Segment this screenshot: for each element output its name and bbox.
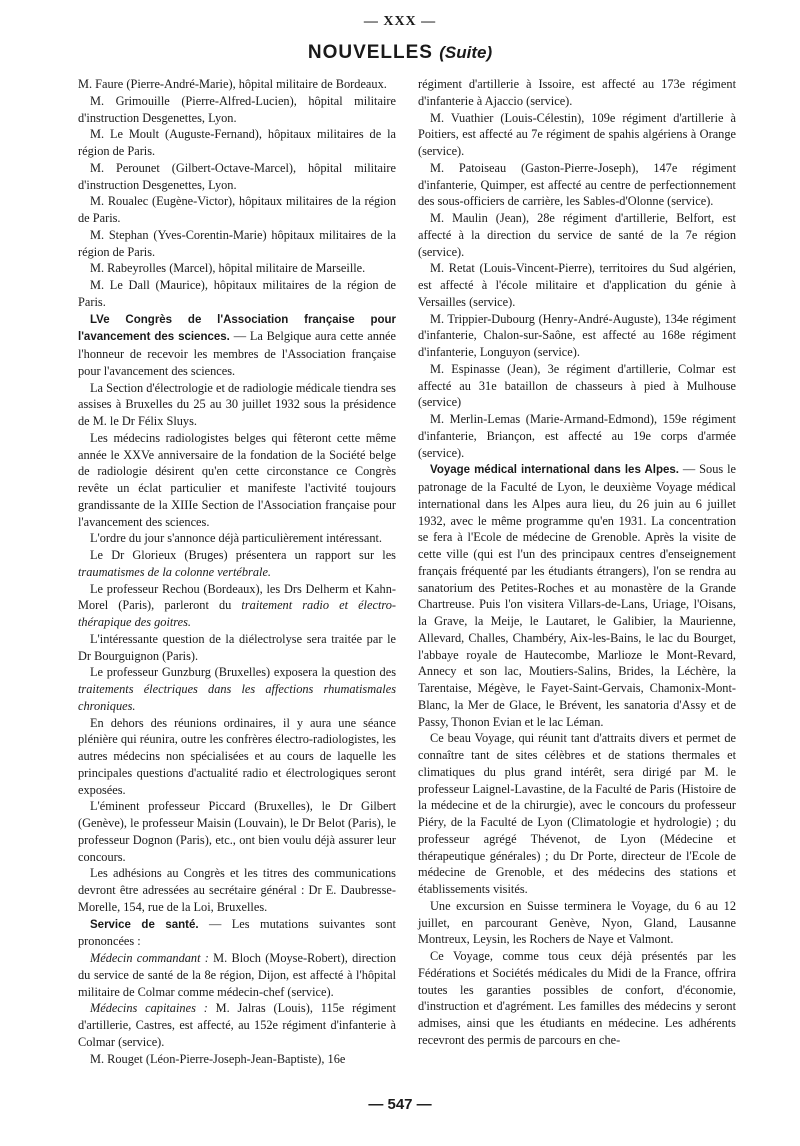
paragraph-text: L'ordre du jour s'annonce déjà particulièrement intéressant. <box>90 531 383 546</box>
paragraph <box>418 898 736 948</box>
paragraph-text: M. Stephan (Yves-Corentin-Marie) hôpitaux militaires de la région de Paris. <box>78 227 396 259</box>
paragraph-text: La Section d'électrologie et de radiologie médicale tiendra ses assises à Bruxelles du 25 au 30 juillet 1932 sous la présidence de M. le Dr Félix Sluys. <box>78 380 396 428</box>
paragraph <box>78 530 396 547</box>
left-column <box>78 76 396 1067</box>
paragraph <box>78 916 396 951</box>
section-heading <box>0 42 800 64</box>
paragraph-text: L'intéressante question de la diélectrolyse sera traitée par le Dr Bourguignon (Paris). <box>78 631 396 663</box>
paragraph <box>78 93 396 127</box>
paragraph-text: M. Rouget (Léon-Pierre-Joseph-Jean-Baptiste), 16e <box>90 1051 346 1066</box>
paragraph-heading: LVe Congrès de l'Association française pour l'avancement des sciences. <box>78 313 396 344</box>
paragraph-italic-lead: Médecins capitaines : <box>90 1001 208 1016</box>
paragraph-text: En dehors des réunions ordinaires, il y aura une séance plénière qui réunira, outre les confrères électro-radiologistes, les autres médecins non spécialisées et au cours de laquelle les principales questions d'actualité radio et électrologiques seront exposées. <box>78 715 396 797</box>
paragraph <box>78 311 396 380</box>
paragraph <box>78 631 396 665</box>
paragraph-text: régiment d'artillerie à Issoire, est affecté au 173e régiment d'infanterie à Ajaccio (service). <box>418 77 736 108</box>
paragraph <box>418 210 736 260</box>
paragraph-text: Une excursion en Suisse terminera le Voyage, du 6 au 12 juillet, en parcourant Genève, Nyon, Gland, Lausanne Montreux, Leysin, les Rochers de Naye et Valmont. <box>418 898 736 947</box>
paragraph-text: M. Jalras (Louis), 115e régiment d'artillerie, Castres, est affecté, au 152e régiment d'infanterie à Colmar (service). <box>78 1001 396 1049</box>
paragraph-text: M. Perounet (Gilbert-Octave-Marcel), hôpital militaire d'instruction Desgenettes, Lyon. <box>78 160 396 192</box>
paragraph <box>418 110 736 160</box>
paragraph-text: M. Retat (Louis-Vincent-Pierre), territoires du Sud algérien, est affecté à l'école militaire et d'application du génie à Versailles (service). <box>418 261 736 309</box>
paragraph <box>78 160 396 194</box>
paragraph <box>418 311 736 361</box>
page-number: — 547 — <box>368 1096 432 1113</box>
paragraph <box>78 126 396 160</box>
paragraph-text: M. Faure (Pierre-André-Marie), hôpital militaire de Bordeaux. <box>78 77 387 91</box>
paragraph-text: — La Belgique aura cette année l'honneur de recevoir les membres de l'Association française pour l'avancement des sciences. <box>78 329 397 378</box>
paragraph-text: M. Le Dall (Maurice), hôpitaux militaires de la région de Paris. <box>78 278 396 309</box>
paragraph-text: M. Rabeyrolles (Marcel), hôpital militaire de Marseille. <box>90 261 366 276</box>
paragraph <box>78 1051 396 1068</box>
paragraph-italic-lead: Médecin commandant : <box>90 951 209 965</box>
paragraph-text: Ce beau Voyage, qui réunit tant d'attraits divers et permet de connaître tant de sites célèbres et de stations thermales et climatiques du plus grand intérêt, sera dirigé par M. le professeur Laignel-Lavastine, de la Faculté de Paris (Histoire de la médecine et de la chirurgie), avec le concours du professeur Piéry, de la Faculté de Lyon (Climatologie et hydrologie) ; du professeur agrégé Thévenot, de Lyon (Médecine et thérapeutique générales) ; du Dr Porte, directeur de l'Ecole de médecine de Grenoble, et des médecins des stations et établissements visités. <box>418 731 736 896</box>
paragraph <box>78 277 396 311</box>
section-title: NOUVELLES <box>307 42 433 63</box>
paragraph <box>418 76 736 110</box>
paragraph <box>78 581 396 631</box>
paragraph <box>78 193 396 227</box>
right-column <box>418 76 736 1049</box>
paragraph-text: M. Espinasse (Jean), 3e régiment d'artillerie, Colmar est affecté au 31e bataillon de chasseurs à pied à Mulhouse (service) <box>418 361 736 410</box>
paragraph <box>418 730 736 898</box>
paragraph-text: M. Bloch (Moyse-Robert), direction du service de santé de la 8e région, Dijon, est affecté à l'hôpital militaire de Colmar comme médecin-chef (service). <box>78 951 396 999</box>
paragraph-text: Ce Voyage, comme tous ceux déjà présentés par les Fédérations et Sociétés médicales du Midi de la France, offrira toutes les garanties possibles de confort, d'économie, d'instruction et d'agrément. Les familles des médecins y seront admises, ainsi que les étudiants en médecine. Les adhérents recevront des permis de parcours en che- <box>418 949 736 1047</box>
paragraph-text: M. Le Moult (Auguste-Fernand), hôpitaux militaires de la région de Paris. <box>78 127 396 158</box>
paragraph-text: Le professeur Rechou (Bordeaux), les Drs Delherm et Kahn-Morel (Paris), parleront du <box>78 581 396 613</box>
paragraph <box>78 430 396 531</box>
paragraph-heading: Service de santé. <box>90 918 199 931</box>
paragraph <box>418 361 736 411</box>
paragraph-text: L'éminent professeur Piccard (Bruxelles), le Dr Gilbert (Genève), le professeur Maisin (Louvain), le Dr Belot (Paris), le professeur Dognon (Paris), etc., ont bien voulu déjà assurer leur concours. <box>78 799 396 864</box>
paragraph-text: M. Trippier-Dubourg (Henry-André-Auguste), 134e régiment d'infanterie, Chalon-sur-Saône, est affecté au 168e régiment d'infanterie, Longuyon (service). <box>418 311 736 359</box>
paragraph-text: M. Patoiseau (Gaston-Pierre-Joseph), 147e régiment d'infanterie, Quimper, est affecté au centre de perfectionnement des sous-officiers de carrière, les Sables-d'Olonne (service). <box>418 160 736 209</box>
paragraph-text: Le Dr Glorieux (Bruges) présentera un rapport sur les <box>90 548 396 562</box>
paragraph-italic: traitement radio et électro-thérapique des goitres. <box>78 598 397 629</box>
paragraph <box>78 76 396 93</box>
paragraph <box>78 1000 396 1050</box>
paragraph <box>78 715 396 799</box>
paragraph-text: M. Merlin-Lemas (Marie-Armand-Edmond), 159e régiment d'infanterie, Briançon, est affecté au 19e corps d'armée (service). <box>418 412 736 460</box>
paragraph-text: Le professeur Gunzburg (Bruxelles) exposera la question des <box>90 665 396 680</box>
paragraph <box>78 865 396 915</box>
paragraph <box>418 260 736 310</box>
paragraph-italic: traitements électriques dans les affections rhumatismales chroniques. <box>78 682 396 713</box>
paragraph <box>418 160 736 210</box>
paragraph-heading: Voyage médical international dans les Alpes. <box>430 464 679 477</box>
section-title-suffix: (Suite) <box>439 43 493 62</box>
paragraph <box>78 260 396 277</box>
paragraph <box>418 948 736 1049</box>
paragraph <box>78 547 396 581</box>
paragraph-text: Les adhésions au Congrès et les titres des communications devront être adressées au secrétaire général : Dr E. Daubresse-Morelle, 154, rue de la Loi, Bruxelles. <box>78 866 396 914</box>
paragraph-text: M. Maulin (Jean), 28e régiment d'artillerie, Belfort, est affecté à la direction du service de santé de la 7e région (service). <box>418 211 736 259</box>
paragraph-text: M. Roualec (Eugène-Victor), hôpitaux militaires de la région de Paris. <box>78 194 396 225</box>
paragraph <box>78 798 396 865</box>
paragraph <box>418 461 736 730</box>
paragraph <box>78 950 396 1000</box>
paragraph-italic: traumatismes de la colonne vertébrale. <box>78 564 272 579</box>
paragraph-text: Les médecins radiologistes belges qui fêteront cette même année le XXVe anniversaire de la fondation de la Société belge de radiologie désirent qu'en cette circonstance ce Congrès revête un éclat particulier et manifeste l'activité toujours grandissante de la XIIIe Section de l'Association française pour l'avancement des sciences. <box>78 430 396 529</box>
paragraph-text: — Les mutations suivantes sont prononcées : <box>78 916 396 949</box>
paragraph-text: — Sous le patronage de la Faculté de Lyon, le deuxième Voyage médical international dans les Alpes aura lieu, du 26 juin au 6 juillet 1932, avec le même programme qu'en 1931. La concentration se fera à l'Ecole de médecine de Grenoble. Après la visite de cette ville (qui est l'un des principaux centres d'enseignement français fréquenté par les étudiants étrangers), l'on se rendra au sanatorium des Petites-Roches et au monastère de la Grande Chartreuse. Puis l'on visitera Villars-de-Lans, Uriage, l'Oisans, la Grave, la Meije, le Lautaret, le Galibier, la Maurienne, Allevard, Challes, Chambéry, Aix-les-Bains, le lac du Bourget, l'abbaye royale de Hautecombe, Marlioze le Mont-Revard, Annecy et son lac, Moutiers-Salins, Brides, la Léchère, la Tarentaise, Mégève, le Fayet-Saint-Gervais, Chamonix-Mont-Blanc, la Mer de Glace, le Brévent, les sanatoria d'Assy et de Passy, Thonon Evian et le lac Léman. <box>418 462 736 729</box>
paragraph <box>78 227 396 261</box>
paragraph <box>418 411 736 461</box>
roman-page-numeral: — XXX — <box>363 14 437 29</box>
paragraph <box>78 380 396 430</box>
paragraph <box>78 664 396 714</box>
paragraph-text: M. Grimouille (Pierre-Alfred-Lucien), hôpital militaire d'instruction Desgenettes, Lyon. <box>78 93 396 125</box>
paragraph-text: M. Vuathier (Louis-Célestin), 109e régiment d'artillerie à Poitiers, est affecté au 7e régiment de spahis algériens à Orange (service). <box>418 110 736 158</box>
